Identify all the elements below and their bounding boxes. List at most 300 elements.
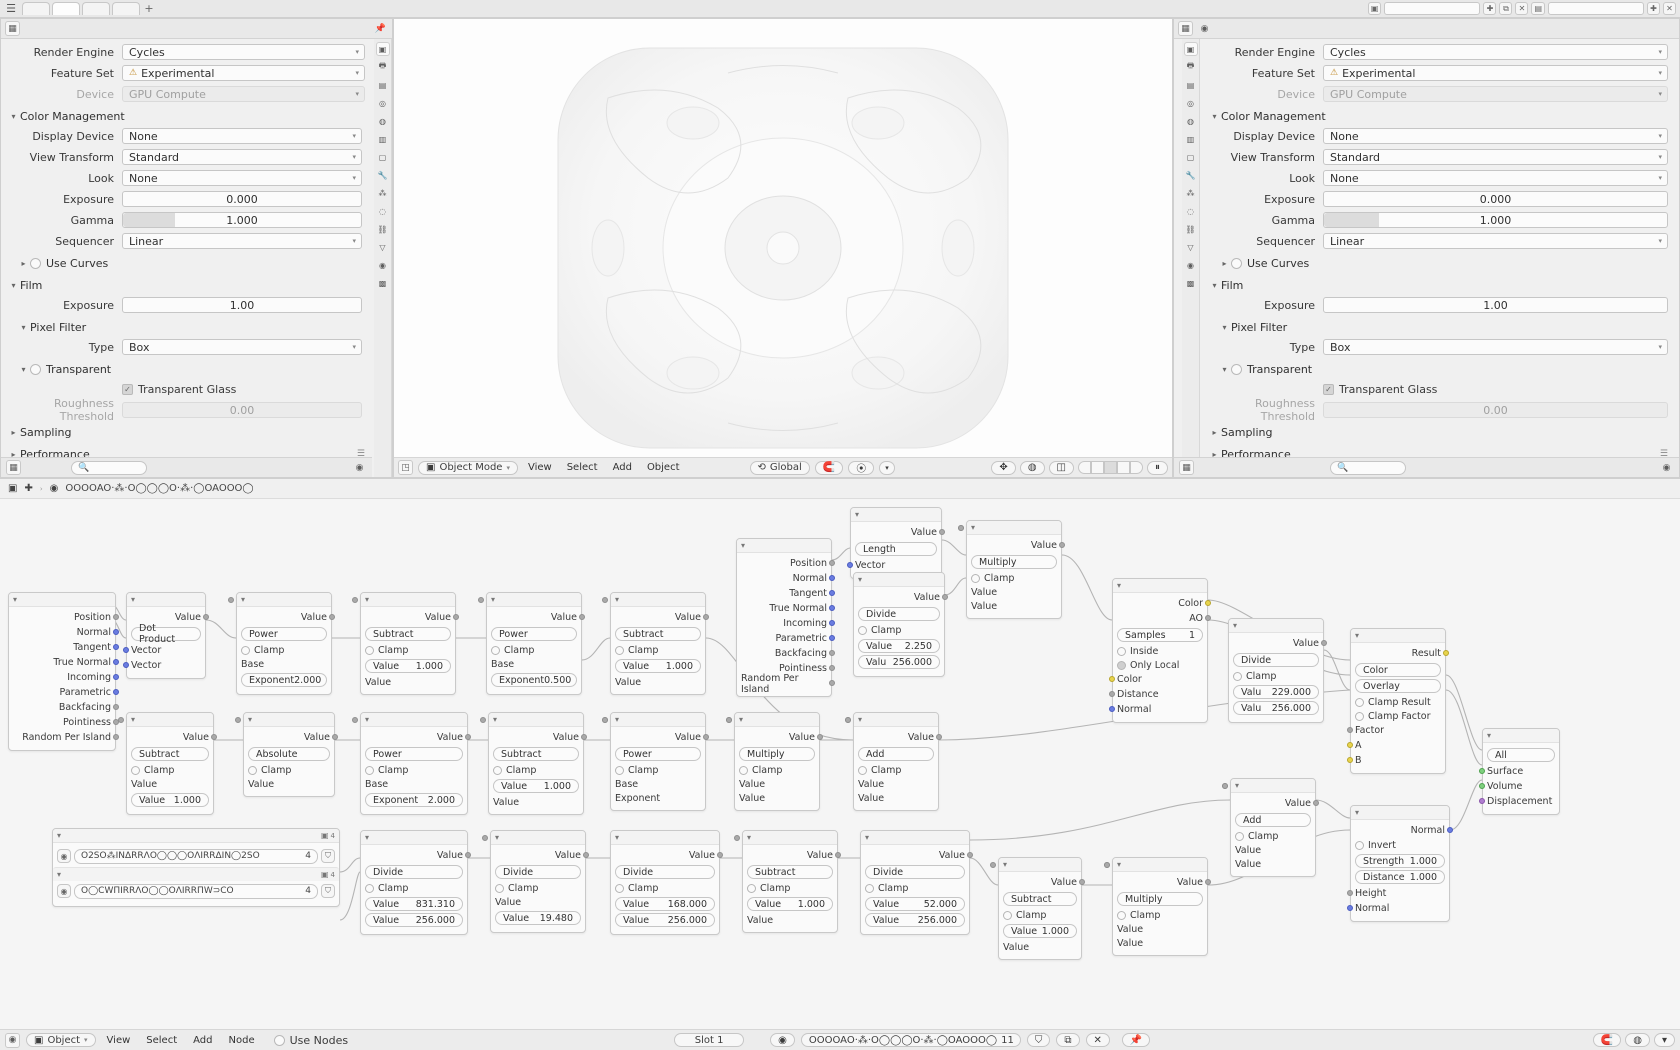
operation-dropdown[interactable]: Divide	[1233, 653, 1319, 667]
operation-dropdown[interactable]: Dot Product	[131, 627, 201, 641]
transparent-checkbox[interactable]	[30, 364, 41, 375]
scene-name-field[interactable]	[1384, 2, 1480, 15]
node-math-multiply-2[interactable]	[734, 712, 820, 811]
operation-dropdown[interactable]: Absolute	[248, 747, 330, 761]
transparent-glass-checkbox-row[interactable]	[122, 380, 236, 398]
socket-vector-2[interactable]: Vector	[131, 658, 201, 673]
input-value-2[interactable]: Value	[493, 795, 579, 809]
node-math-divide-6[interactable]	[860, 830, 970, 935]
socket-b[interactable]: B	[1355, 753, 1441, 768]
input-exponent[interactable]: Exponent 2.000	[365, 793, 463, 807]
clamp-toggle[interactable]: Clamp	[1003, 908, 1077, 922]
input-base[interactable]: Base	[365, 777, 463, 791]
input-value-2[interactable]: Value 256.000	[615, 913, 715, 927]
workspace-tab-4[interactable]	[112, 2, 140, 15]
shading-wireframe[interactable]	[1078, 461, 1091, 474]
inside-toggle[interactable]: Inside	[1117, 644, 1203, 658]
editor-type-icon-viewport[interactable]: ◳	[398, 460, 413, 475]
search-input[interactable]	[71, 461, 147, 475]
node-subheader[interactable]: ▾ ▣ 4	[53, 867, 339, 881]
node-header[interactable]: ▾	[127, 593, 205, 607]
socket-tangent[interactable]: Tangent	[13, 640, 111, 655]
socket-value-out[interactable]: Value	[365, 730, 463, 745]
socket-value-out[interactable]: Value	[739, 730, 815, 745]
input-value-2[interactable]: Value	[747, 913, 833, 927]
node-header[interactable]: ▾	[127, 713, 213, 727]
node-geometry-2[interactable]	[736, 538, 832, 697]
section-color-management[interactable]	[7, 107, 365, 125]
input-value-1[interactable]: Value 2.250	[858, 639, 940, 653]
node-header[interactable]: ▾	[487, 593, 581, 607]
data-type-dropdown[interactable]: Color	[1355, 663, 1441, 677]
input-value-1[interactable]: Value 168.000	[615, 897, 715, 911]
socket-value-out[interactable]: Value	[248, 730, 330, 745]
menu-view[interactable]: View	[527, 462, 552, 473]
operation-dropdown[interactable]: Add	[1235, 813, 1311, 827]
tab-physics-right[interactable]: ◌	[1187, 206, 1194, 216]
clamp-result-toggle[interactable]: Clamp Result	[1355, 695, 1441, 709]
target-dropdown[interactable]: All	[1487, 748, 1555, 762]
clamp-toggle[interactable]: Clamp	[747, 881, 833, 895]
tab-constraints-right[interactable]: ⛓	[1185, 224, 1196, 234]
image-icon-2[interactable]: ▣	[320, 870, 329, 879]
overlays-toggle[interactable]	[1020, 461, 1045, 475]
operation-dropdown[interactable]: Length	[855, 542, 937, 556]
editor-type-icon-right[interactable]: ▦	[1178, 21, 1193, 36]
blend-mode-dropdown[interactable]: Overlay	[1355, 679, 1441, 693]
gamma-slider-right[interactable]	[1323, 212, 1668, 228]
workspace-tab-1[interactable]	[22, 2, 50, 15]
node-header[interactable]: ▾	[967, 521, 1061, 535]
operation-dropdown[interactable]: Power	[491, 627, 577, 641]
display-device-dropdown[interactable]	[122, 128, 362, 144]
node-header[interactable]: ▾	[999, 858, 1081, 872]
node-math-multiply-3[interactable]	[1112, 857, 1208, 956]
tab-data-right[interactable]: ▽	[1187, 242, 1194, 252]
node-menu-node[interactable]: Node	[228, 1034, 255, 1046]
shading-options[interactable]	[1130, 461, 1143, 474]
node-ambient-occlusion[interactable]	[1112, 578, 1208, 723]
use-curves-checkbox[interactable]	[30, 258, 41, 269]
tab-scene-right[interactable]: ◎	[1187, 98, 1194, 108]
shading-material[interactable]	[1104, 461, 1117, 474]
node-mix-rgb-overlay[interactable]	[1350, 628, 1446, 774]
socket-random-per-island[interactable]: Random Per Island	[13, 730, 111, 745]
socket-displacement[interactable]: Displacement	[1487, 794, 1555, 809]
node-header[interactable]: ▾	[854, 573, 944, 587]
section-pixel-filter[interactable]	[7, 318, 365, 336]
pin-node-tree[interactable]	[1122, 1033, 1150, 1047]
input-value-2[interactable]: Value 1.000	[131, 793, 209, 807]
tab-world-right[interactable]: ◍	[1187, 116, 1194, 126]
tab-view-layer-right[interactable]: ▤	[1186, 80, 1195, 90]
use-curves-checkbox-right[interactable]	[1231, 258, 1242, 269]
use-nodes-toggle[interactable]	[274, 1031, 349, 1049]
section-sampling[interactable]	[7, 423, 365, 441]
node-header[interactable]: ▾	[1229, 619, 1323, 633]
samples-field[interactable]: Samples 1	[1117, 628, 1203, 642]
socket-value-out[interactable]: Value	[131, 730, 209, 745]
socket-tangent[interactable]: Tangent	[741, 586, 827, 601]
socket-value-out[interactable]: Value	[855, 525, 937, 540]
node-header[interactable]: ▾	[611, 713, 705, 727]
clamp-toggle[interactable]: Clamp	[248, 763, 330, 777]
input-value-1[interactable]: Value	[858, 777, 934, 791]
tab-render-right[interactable]: ▣	[1184, 42, 1198, 56]
node-math-power-4[interactable]	[610, 712, 706, 811]
sequencer-dropdown[interactable]	[122, 233, 362, 249]
tab-particles[interactable]: ⁂	[378, 188, 387, 198]
options-icon-right[interactable]: ◉	[1662, 462, 1671, 473]
film-exposure-slider-right[interactable]	[1323, 297, 1668, 313]
input-value-2[interactable]: Value 256.000	[865, 913, 965, 927]
image-name-field-1[interactable]: O2SO⁂INΔRRΛO◯◯◯OΛIRRΔIN◯2SO 4	[74, 849, 318, 864]
socket-value-out[interactable]: Value	[365, 848, 463, 863]
clamp-toggle[interactable]: Clamp	[491, 643, 577, 657]
clamp-toggle[interactable]: Clamp	[1235, 829, 1311, 843]
new-scene-icon[interactable]: ✚	[1483, 2, 1496, 15]
socket-height[interactable]: Height	[1355, 886, 1445, 901]
socket-color-out[interactable]: Color	[1117, 596, 1203, 611]
show-gizmo-toggle[interactable]	[991, 461, 1015, 475]
section-performance-right[interactable]	[1208, 445, 1668, 457]
input-value-2[interactable]: Value	[1117, 936, 1203, 950]
socket-parametric[interactable]: Parametric	[741, 631, 827, 646]
operation-dropdown[interactable]: Add	[858, 747, 934, 761]
input-value-2[interactable]: Value 19.480	[495, 911, 581, 925]
operation-dropdown[interactable]: Divide	[865, 865, 965, 879]
socket-vector-1[interactable]: Vector	[131, 643, 201, 658]
node-header[interactable]: ▾	[491, 831, 585, 845]
node-header[interactable]: ▾	[1351, 806, 1449, 820]
input-exponent[interactable]: Exponent 2.000	[241, 673, 327, 687]
input-value-1[interactable]: Value 831.310	[365, 897, 463, 911]
node-header[interactable]: ▾	[611, 831, 719, 845]
input-value-1[interactable]: Value 1.000	[1003, 924, 1077, 938]
clamp-toggle[interactable]: Clamp	[739, 763, 815, 777]
operation-dropdown[interactable]: Multiply	[971, 555, 1057, 569]
socket-position[interactable]: Position	[741, 556, 827, 571]
node-math-subtract-4[interactable]	[488, 712, 584, 815]
operation-dropdown[interactable]: Power	[241, 627, 327, 641]
render-engine-dropdown-right[interactable]	[1323, 44, 1668, 60]
socket-vector[interactable]: Vector	[855, 558, 937, 573]
section-color-management-right[interactable]	[1208, 107, 1668, 125]
delete-scene-icon[interactable]: ✕	[1515, 2, 1528, 15]
viewlayer-icon[interactable]: ▤	[1531, 2, 1545, 15]
operation-dropdown[interactable]: Divide	[858, 607, 940, 621]
socket-ao-out[interactable]: AO	[1117, 611, 1203, 626]
operation-dropdown[interactable]: Subtract	[1003, 892, 1077, 906]
input-strength[interactable]: Strength 1.000	[1355, 854, 1445, 868]
socket-value-out[interactable]: Value	[365, 610, 451, 625]
clamp-factor-toggle[interactable]: Clamp Factor	[1355, 709, 1441, 723]
node-math-divide-3[interactable]	[360, 830, 468, 935]
input-value-1[interactable]: Value 52.000	[865, 897, 965, 911]
tab-scene[interactable]: ◎	[379, 98, 386, 108]
node-header[interactable]: ▾ ▣ 4	[53, 829, 339, 843]
clamp-toggle[interactable]: Clamp	[241, 643, 327, 657]
node-math-power-3[interactable]	[360, 712, 468, 815]
look-dropdown-right[interactable]	[1323, 170, 1668, 186]
shader-type-selector[interactable]: ▣ Object ▾	[26, 1033, 96, 1047]
input-value-2[interactable]: Value	[971, 599, 1057, 613]
socket-value-out[interactable]: Value	[1235, 796, 1311, 811]
node-math-power-1[interactable]	[236, 592, 332, 695]
tab-material[interactable]: ◉	[379, 260, 386, 270]
film-exposure-slider[interactable]	[122, 297, 362, 313]
clamp-toggle[interactable]: Clamp	[615, 763, 701, 777]
node-math-subtract-1[interactable]	[360, 592, 456, 695]
mode-selector[interactable]: ▣ Object Mode ▾	[418, 461, 518, 475]
input-value-1[interactable]: Value	[131, 777, 209, 791]
operation-dropdown[interactable]: Divide	[615, 865, 715, 879]
socket-value-out[interactable]: Value	[615, 848, 715, 863]
tab-data[interactable]: ▽	[379, 242, 386, 252]
input-value-2[interactable]: Value	[615, 675, 701, 689]
socket-volume[interactable]: Volume	[1487, 779, 1555, 794]
transparent-glass-checkbox-right[interactable]	[1323, 384, 1334, 395]
node-vector-math-dot-product[interactable]	[126, 592, 206, 679]
socket-distance-in[interactable]: Distance	[1117, 687, 1203, 702]
operation-dropdown[interactable]: Power	[365, 747, 463, 761]
shading-mode-group[interactable]	[1078, 461, 1143, 474]
tab-collection-right[interactable]: ▥	[1186, 134, 1195, 144]
shading-rendered[interactable]	[1117, 461, 1130, 474]
pin-icon[interactable]: 📌	[374, 23, 387, 34]
input-value[interactable]: Value	[248, 777, 330, 791]
input-base[interactable]: Base	[491, 657, 577, 671]
socket-backfacing[interactable]: Backfacing	[741, 646, 827, 661]
clamp-toggle[interactable]: Clamp	[615, 881, 715, 895]
node-math-multiply-1[interactable]	[966, 520, 1062, 619]
socket-normal-out[interactable]: Normal	[1355, 823, 1445, 838]
tab-output-right[interactable]: 🖶	[1186, 61, 1195, 70]
node-math-divide-1[interactable]	[853, 572, 945, 677]
hamburger-icon[interactable]: ☰	[6, 2, 16, 15]
node-overlays-toggle[interactable]	[1625, 1033, 1650, 1047]
input-value-2[interactable]: Value	[1235, 857, 1311, 871]
operation-dropdown[interactable]: Subtract	[747, 865, 833, 879]
add-node-icon[interactable]: ✚	[24, 483, 33, 494]
input-value-1[interactable]: Value	[971, 585, 1057, 599]
remove-viewlayer-icon[interactable]: ✕	[1663, 2, 1676, 15]
clamp-toggle[interactable]: Clamp	[365, 763, 463, 777]
section-transparent-right[interactable]	[1208, 360, 1668, 378]
tab-constraints[interactable]: ⛓	[377, 224, 388, 234]
material-users-count[interactable]: 11	[1001, 1034, 1014, 1046]
workspace-tab-3[interactable]	[82, 2, 110, 15]
add-workspace-button[interactable]: +	[144, 2, 154, 15]
sequencer-dropdown-right[interactable]	[1323, 233, 1668, 249]
socket-value-out[interactable]: Value	[491, 610, 577, 625]
node-math-add-1[interactable]	[853, 712, 939, 811]
tab-material-right[interactable]: ◉	[1187, 260, 1194, 270]
unlink-material-button[interactable]	[1086, 1033, 1110, 1047]
node-math-subtract-6[interactable]	[998, 857, 1082, 960]
node-header[interactable]: ▾	[1351, 629, 1445, 643]
node-options-button[interactable]	[1654, 1033, 1675, 1047]
socket-value-out[interactable]: Value	[858, 730, 934, 745]
tab-texture[interactable]: ▩	[378, 278, 387, 288]
section-film[interactable]	[7, 276, 365, 294]
input-value-1[interactable]: Value 1.000	[365, 659, 451, 673]
node-math-absolute[interactable]	[243, 712, 335, 797]
gamma-slider[interactable]	[122, 212, 362, 228]
editor-type-icon-footer-right[interactable]: ▦	[1179, 460, 1194, 475]
transparent-checkbox-right[interactable]	[1231, 364, 1242, 375]
socket-random-per-island[interactable]: Random Per Island	[741, 676, 827, 691]
node-header[interactable]: ▾	[735, 713, 819, 727]
node-header[interactable]: ▾	[1483, 729, 1559, 743]
input-exponent[interactable]: Exponent 0.500	[491, 673, 577, 687]
section-use-curves[interactable]	[7, 254, 365, 272]
viewport-3d[interactable]	[393, 18, 1173, 478]
socket-true-normal[interactable]: True Normal	[13, 655, 111, 670]
socket-incoming[interactable]: Incoming	[741, 616, 827, 631]
editor-type-icon[interactable]: ▦	[5, 21, 20, 36]
socket-pointiness[interactable]: Pointiness	[741, 661, 827, 676]
node-canvas[interactable]	[0, 500, 1680, 1028]
proportional-falloff-dropdown[interactable]: ▾	[879, 461, 895, 475]
browse-image-icon[interactable]: ◉	[57, 849, 71, 863]
node-header[interactable]: ▾	[1113, 579, 1207, 593]
browse-image-icon-2[interactable]: ◉	[57, 884, 71, 898]
socket-a[interactable]: A	[1355, 738, 1441, 753]
tab-object-right[interactable]: ▢	[1186, 152, 1195, 162]
socket-color-in[interactable]: Color	[1117, 672, 1203, 687]
clamp-toggle[interactable]: Clamp	[971, 571, 1057, 585]
input-base[interactable]: Base	[615, 777, 701, 791]
socket-normal-in[interactable]: Normal	[1117, 702, 1203, 717]
tab-texture-right[interactable]: ▩	[1186, 278, 1195, 288]
socket-position[interactable]: Position	[13, 610, 111, 625]
menu-add[interactable]: Add	[612, 462, 632, 473]
filter-type-dropdown[interactable]	[122, 339, 362, 355]
node-header[interactable]: ▾	[489, 713, 583, 727]
socket-backfacing[interactable]: Backfacing	[13, 700, 111, 715]
node-header[interactable]: ▾	[361, 713, 467, 727]
snap-node-toggle[interactable]	[1593, 1033, 1621, 1047]
pause-render-button[interactable]	[1147, 461, 1168, 475]
clamp-toggle[interactable]: Clamp	[858, 623, 940, 637]
menu-select[interactable]: Select	[566, 462, 598, 473]
node-header[interactable]: ▾	[237, 593, 331, 607]
socket-normal-in[interactable]: Normal	[1355, 901, 1445, 916]
socket-value-out[interactable]: Value	[1117, 875, 1203, 890]
node-math-divide-4[interactable]	[490, 830, 586, 933]
node-header[interactable]: ▾	[361, 593, 455, 607]
display-device-dropdown-right[interactable]	[1323, 128, 1668, 144]
input-value-2[interactable]: Valu 256.000	[1233, 701, 1319, 715]
node-header[interactable]: ▾	[737, 539, 831, 553]
section-sampling-right[interactable]	[1208, 423, 1668, 441]
operation-dropdown[interactable]: Multiply	[739, 747, 815, 761]
clamp-toggle[interactable]: Clamp	[365, 881, 463, 895]
tab-output[interactable]: 🖶	[378, 61, 387, 70]
editor-type-icon-node-footer[interactable]: ◉	[5, 1033, 20, 1048]
viewlayer-name-field[interactable]	[1548, 2, 1644, 15]
clamp-toggle[interactable]: Clamp	[131, 763, 209, 777]
transform-orientation-dropdown[interactable]	[750, 461, 810, 475]
input-value-1[interactable]: Value 1.000	[493, 779, 579, 793]
node-vector-math-length[interactable]	[850, 507, 942, 579]
node-math-subtract-3[interactable]	[126, 712, 214, 815]
list-icon-right[interactable]: ☰	[1659, 449, 1668, 457]
node-image-texture[interactable]	[52, 828, 340, 907]
shading-solid[interactable]	[1091, 461, 1104, 474]
input-value-2[interactable]: Valu 256.000	[858, 655, 940, 669]
image-icon[interactable]: ▣	[320, 831, 329, 840]
node-material-output[interactable]	[1482, 728, 1560, 815]
section-performance[interactable]	[7, 445, 365, 457]
node-math-subtract-2[interactable]	[610, 592, 706, 695]
clamp-toggle[interactable]: Clamp	[1117, 908, 1203, 922]
input-value-2[interactable]: Value	[739, 791, 815, 805]
socket-pointiness[interactable]: Pointiness	[13, 715, 111, 730]
exposure-slider[interactable]	[122, 191, 362, 207]
socket-value-out[interactable]: Value	[495, 848, 581, 863]
tab-modifiers-right[interactable]: 🔧	[1185, 170, 1196, 180]
socket-value-out[interactable]: Value	[971, 538, 1057, 553]
options-icon[interactable]: ◉	[355, 462, 364, 473]
node-math-subtract-5[interactable]	[742, 830, 838, 933]
tab-object[interactable]: ▢	[378, 152, 387, 162]
socket-true-normal[interactable]: True Normal	[741, 601, 827, 616]
section-film-right[interactable]	[1208, 276, 1668, 294]
input-value-2[interactable]: Value	[365, 675, 451, 689]
socket-value-out[interactable]: Value	[1003, 875, 1077, 890]
node-header[interactable]: ▾	[861, 831, 969, 845]
clamp-toggle[interactable]: Clamp	[858, 763, 934, 777]
snap-toggle[interactable]	[815, 461, 843, 475]
node-math-power-2[interactable]	[486, 592, 582, 695]
view-transform-dropdown-right[interactable]	[1323, 149, 1668, 165]
node-header[interactable]: ▾	[611, 593, 705, 607]
socket-value-out[interactable]: Value	[493, 730, 579, 745]
node-math-divide-5[interactable]	[610, 830, 720, 935]
editor-type-icon-node[interactable]: ▣	[8, 483, 18, 494]
node-menu-select[interactable]: Select	[146, 1034, 178, 1046]
input-value-1[interactable]: Value 1.000	[747, 897, 833, 911]
operation-dropdown[interactable]: Subtract	[365, 627, 451, 641]
new-viewlayer-icon[interactable]: ✚	[1647, 2, 1660, 15]
operation-dropdown[interactable]: Subtract	[493, 747, 579, 761]
operation-dropdown[interactable]: Subtract	[615, 627, 701, 641]
scene-icon[interactable]: ▣	[1368, 2, 1382, 15]
fake-user-toggle[interactable]	[1027, 1033, 1051, 1047]
input-value-1[interactable]: Value	[1235, 843, 1311, 857]
list-icon[interactable]: ☰	[356, 449, 365, 457]
input-value-1[interactable]: Value	[1117, 922, 1203, 936]
clamp-toggle[interactable]: Clamp	[1233, 669, 1319, 683]
feature-set-dropdown[interactable]	[122, 65, 365, 81]
node-menu-view[interactable]: View	[106, 1034, 131, 1046]
menu-object[interactable]: Object	[646, 462, 680, 473]
input-base[interactable]: Base	[241, 657, 327, 671]
clamp-toggle[interactable]: Clamp	[495, 881, 581, 895]
socket-value-out[interactable]: Value	[1233, 636, 1319, 651]
new-material-button[interactable]	[1056, 1033, 1079, 1047]
node-header[interactable]: ▾	[743, 831, 837, 845]
node-header[interactable]: ▾	[1231, 779, 1315, 793]
node-bump[interactable]	[1350, 805, 1450, 922]
proportional-edit-toggle[interactable]	[848, 461, 874, 475]
operation-dropdown[interactable]: Power	[615, 747, 701, 761]
socket-parametric[interactable]: Parametric	[13, 685, 111, 700]
socket-normal[interactable]: Normal	[13, 625, 111, 640]
node-math-add-2[interactable]	[1230, 778, 1316, 877]
